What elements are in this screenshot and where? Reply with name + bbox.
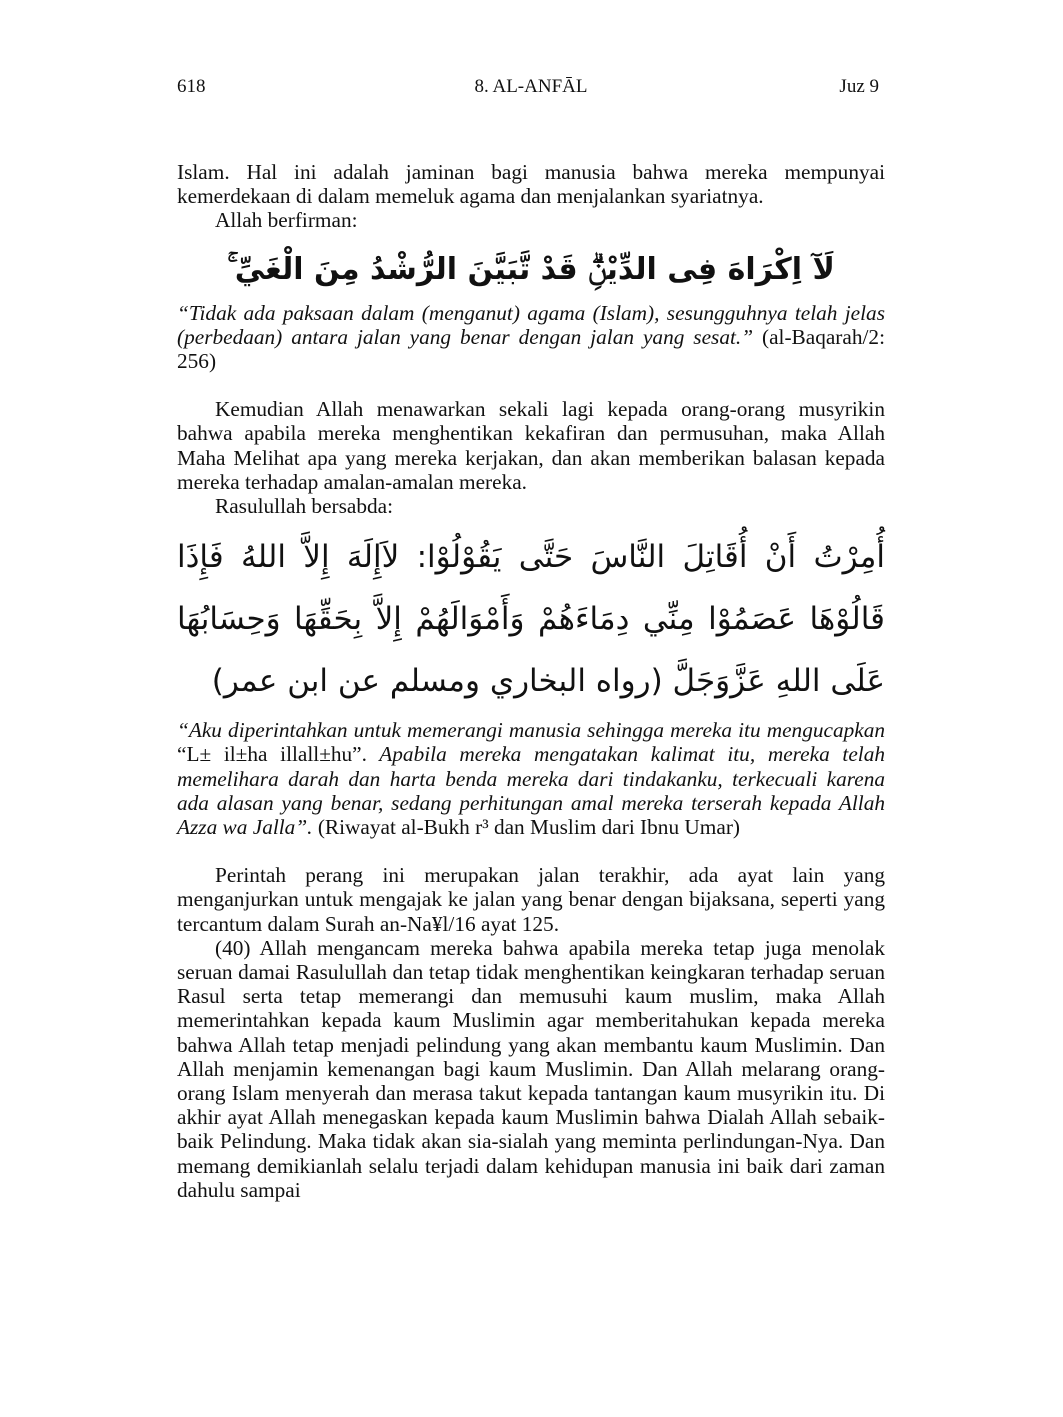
- hadith-translation-part1: “Aku diperintahkan untuk memerangi manusia sehingga mereka itu mengucapkan: [177, 718, 885, 743]
- hadith-translation-part2: Apabila mereka mengatakan kalimat itu, mereka telah memelihara darah dan harta benda mereka dari tindakanku, terkecuali karena ada alasan yang benar, sedang perhitungan amal mereka terserah kepada Allah Azza wa Jalla”.: [177, 742, 885, 840]
- hadith-translation-quote: “L± il±ha illall±hu”.: [177, 742, 367, 767]
- page-body: [177, 160, 885, 1202]
- hadith-arabic: أُمِرْتُ أَنْ أُقَاتِلَ النَّاسَ حَتَّى يَقُوْلُوْا: لاَإِلَهَ إِلاَّ اللهُ فَإِذَا قَالُوْهَا عَصَمُوْا مِنِّي دِمَاءَهُمْ وَأَمْوَالَهُمْ إِلاَّ بِحَقِّهَا وَحِسَابُهَا عَلَى اللهِ عَزَّوَجَلَّ (رواه البخاري ومسلم عن ابن عمر): [177, 539, 885, 700]
- verse-translation-text: “Tidak ada paksaan dalam (menganut) agama (Islam), sesungguhnya telah jelas (perbedaan) antara jalan yang benar dengan jalan yang sesat.”: [177, 300, 885, 349]
- chapter-title: 8. AL-ANFĀL: [474, 76, 588, 97]
- hadith-reference: (Riwayat al-Bukh r³ dan Muslim dari Ibnu Umar): [312, 815, 740, 840]
- page-header: [177, 76, 885, 102]
- verse-reference: (al-Baqarah/2: 256): [177, 324, 885, 374]
- quran-verse-arabic: [177, 233, 885, 301]
- page-number: 618: [177, 76, 206, 97]
- hadith-translation: [177, 718, 885, 839]
- juz-label: Juz 9: [839, 76, 879, 97]
- paragraph-offer: Kemudian Allah menawarkan sekali lagi kepada orang-orang musyrikin bahwa apabila mereka menghentikan kekafiran dan permusuhan, maka Allah Maha Melihat apa yang mereka kerjakan, dan akan memberikan balasan kepada mereka terhadap amalan-amalan mereka.: [177, 397, 885, 494]
- paragraph-rasulullah-bersabda: Rasulullah bersabda:: [215, 494, 394, 519]
- paragraph-verse-40: (40) Allah mengancam mereka bahwa apabila mereka tetap juga menolak seruan damai Rasulullah dan tetap tidak menghentikan keingkaran terhadap seruan Rasul serta tetap memerangi dan memusuhi kaum muslim, maka Allah memerintahkan kepada kaum Muslimin agar memberitahukan kepada mereka bahwa Allah tetap menjadi pelindung yang akan membantu kaum Muslimin. Dan Allah menjamin kemenangan bagi kaum Muslimin. Dan Allah melarang orang-orang Islam menyerah dan merasa takut kepada tantangan kaum musyrikin itu. Di akhir ayat Allah menegaskan kepada kaum Muslimin bahwa Dialah Allah sebaik-baik Pelindung. Maka tidak akan sia-sialah yang meminta perlindungan-Nya. Dan memang demikianlah selalu terjadi dalam kehidupan manusia ini baik dari zaman dahulu sampai: [177, 935, 885, 1202]
- quran-verse-text: لَآ اِكْرَاهَ فِى الدِّيْنِۗ قَدْ تَّبَيَّنَ الرُّشْدُ مِنَ الْغَيِّ ۚ: [227, 251, 835, 287]
- paragraph-allah-berfirman: Allah berfirman:: [215, 208, 358, 233]
- verse-translation: [177, 301, 885, 374]
- paragraph-intro: Islam. Hal ini adalah jaminan bagi manusia bahwa mereka mempunyai kemerdekaan di dalam memeluk agama dan menjalankan syariatnya.: [177, 160, 885, 209]
- paragraph-last-resort: Perintah perang ini merupakan jalan terakhir, ada ayat lain yang menganjurkan untuk mengajak ke jalan yang benar dengan bijaksana, seperti yang tercantum dalam Surah an-Na¥l/16 ayat 125.: [177, 863, 885, 936]
